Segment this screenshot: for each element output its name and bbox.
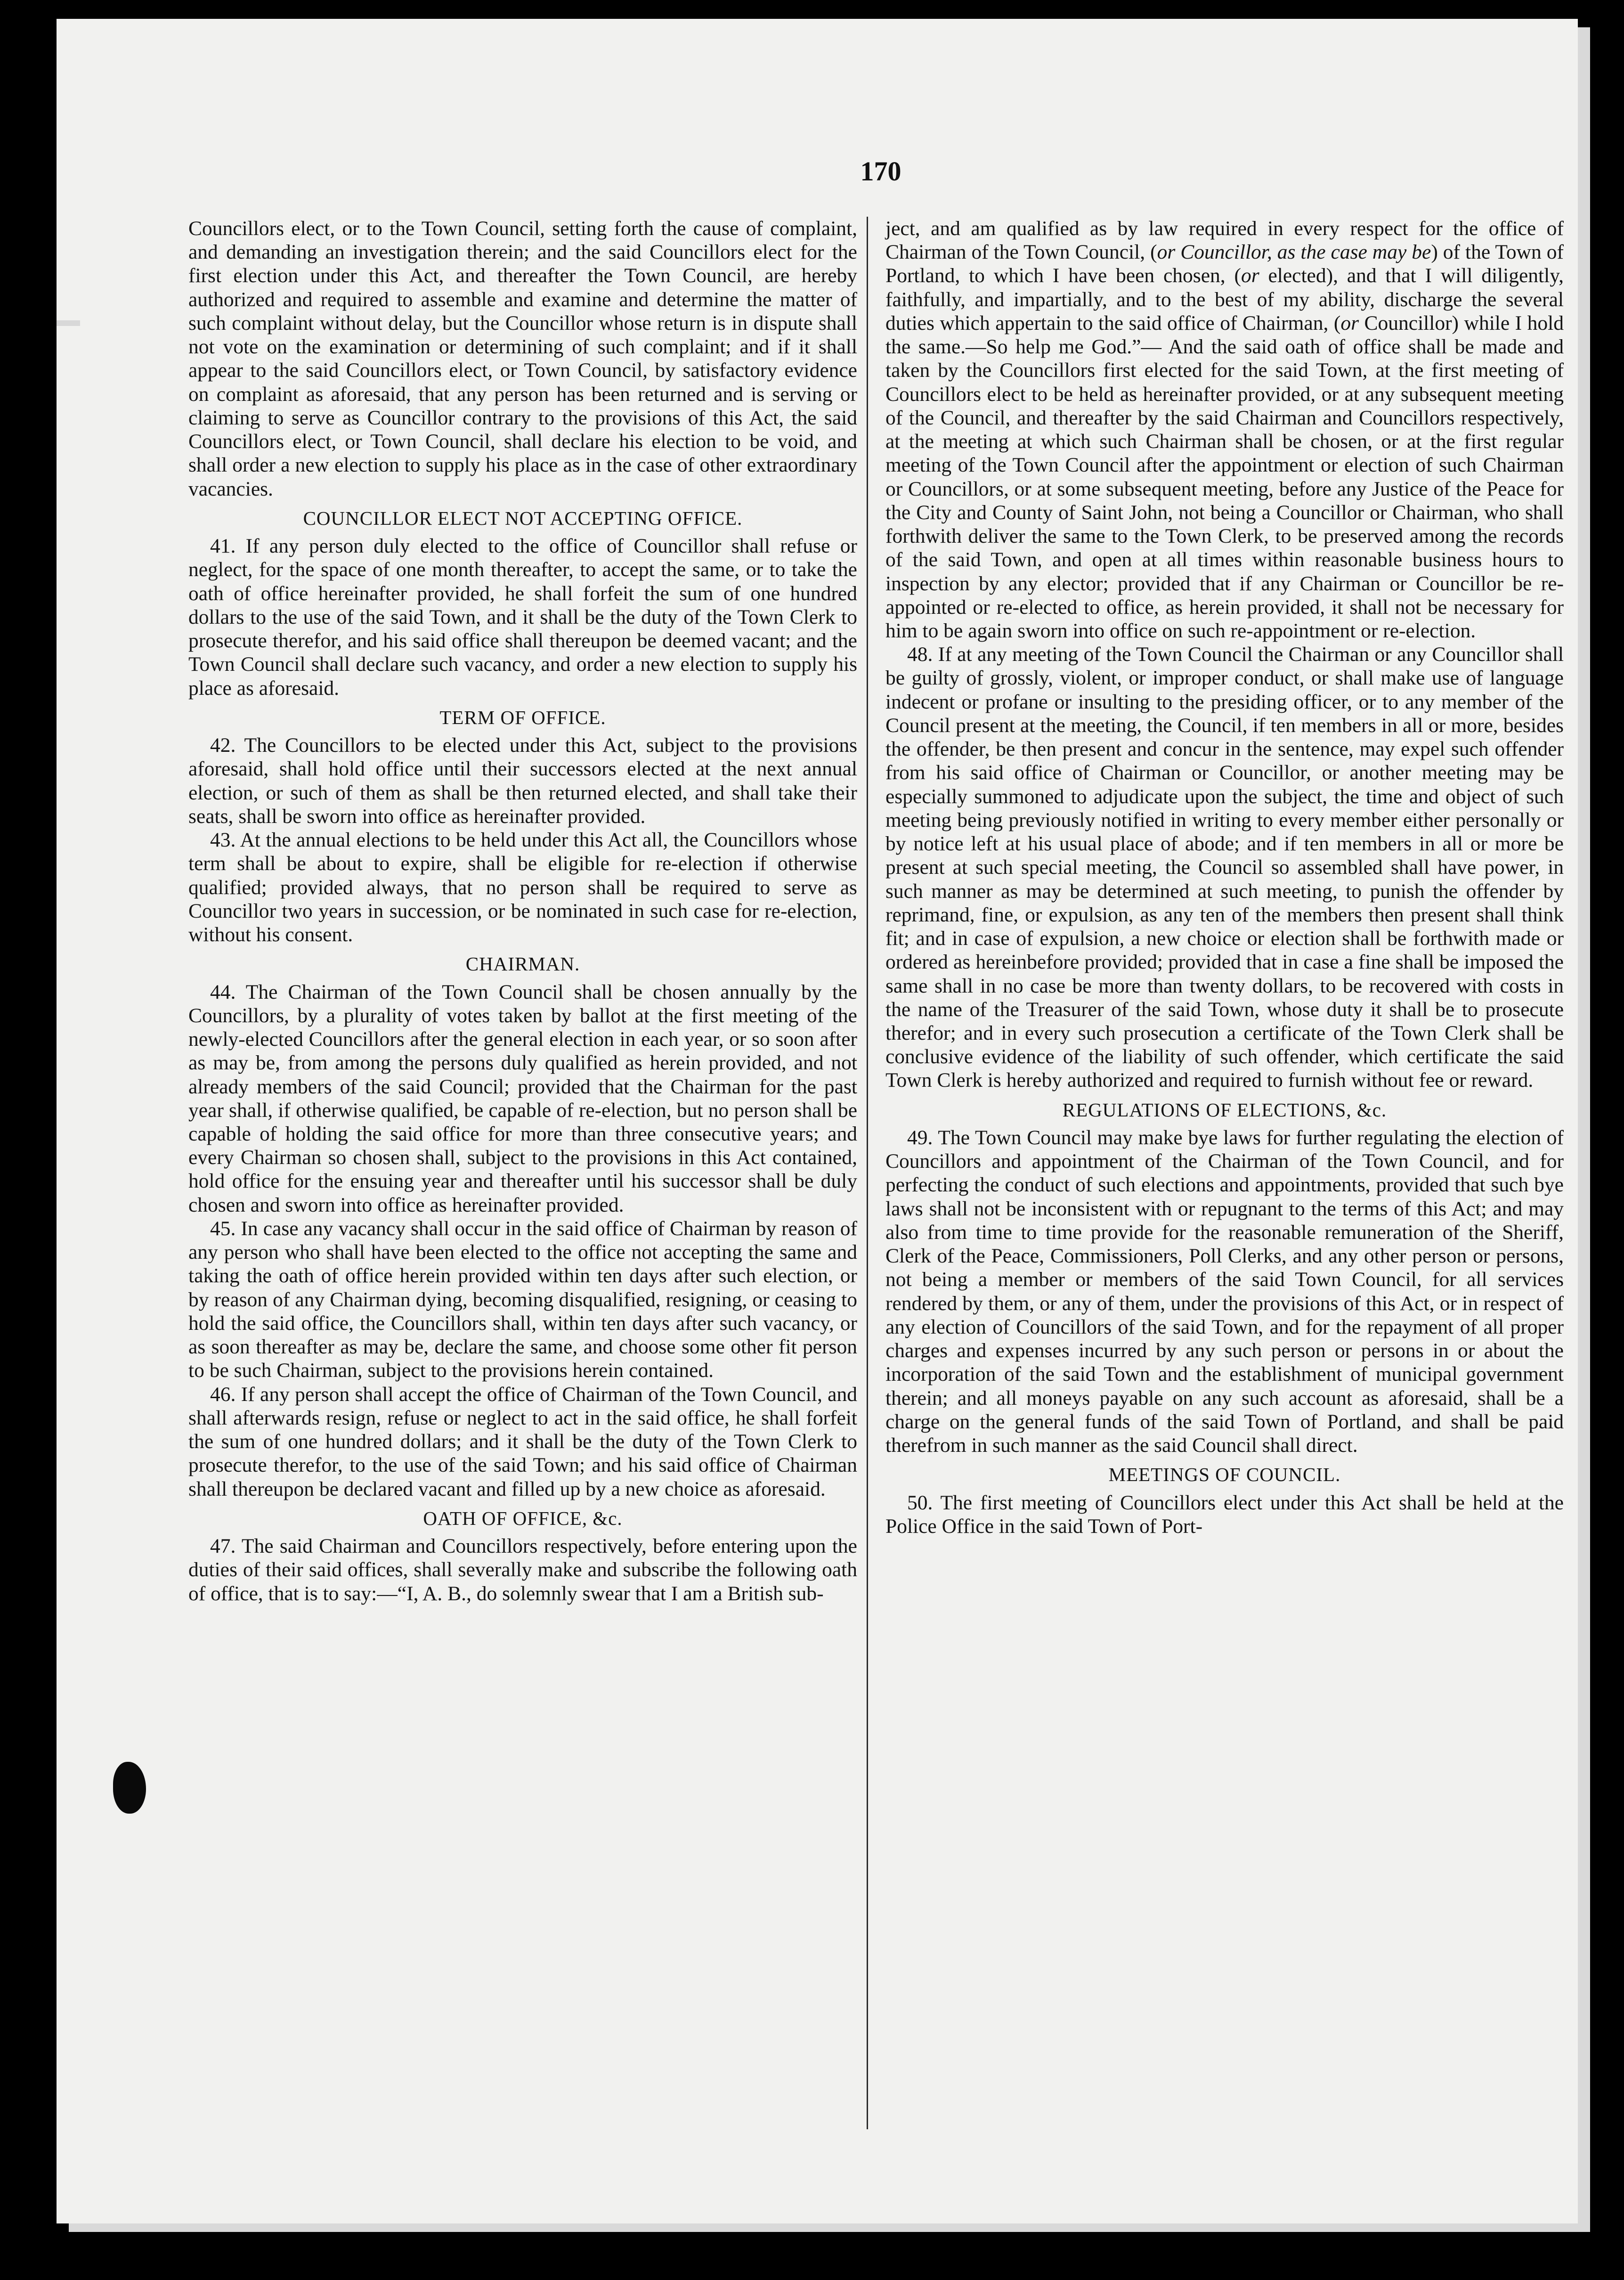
section-47-continued xyxy=(885,217,1564,643)
oath-text-italic-3: or xyxy=(1340,311,1359,334)
section-41: 41. If any person duly elected to the office of Councillor shall refuse or neglect, for the space of one month thereafter, to accept the same, or to take the oath of office hereinafter provided, he shall forfeit the sum of one hundred dollars to the use of the said Town, and it shall be the duty of the Town Clerk to prosecute therefor, and his said office shall thereupon be deemed vacant; and the Town Council shall declare such vacancy, and order a new election to supply his place as aforesaid. xyxy=(188,535,857,700)
section-48: 48. If at any meeting of the Town Council the Chairman or any Councillor shall be guilty of grossly, violent, or improper conduct, or shall make use of language indecent or profane or insulting to the presiding officer, or to any member of the Council present at the meeting, the Council, if ten members in all or more, besides the offender, be then present and concur in the sentence, may expel such offender from his said office of Chairman or Councillor, or another meeting may be especially summoned to adjudicate upon the subject, the time and object of such meeting being previously notified in writing to every member either personally or by notice left at his usual place of abode; and if ten members in all or more be present at such special meeting, the Council so assembled shall have power, in such manner as may be determined at such meeting, to punish the offender by reprimand, fine, or expulsion, as any ten of the members then present shall think fit; and in case of expulsion, a new choice or election shall be forthwith made or ordered as hereinbefore provided; provided that in case a fine shall be imposed the same shall in no case be more than twenty dollars, to be recovered with costs in the name of the Treasurer of the said Town, whose duty it shall be to prosecute therefor; and in every such prosecution a certificate of the Town Clerk shall be conclusive evidence of the liability of such offender, which certificate the said Town Clerk is hereby authorized and required to furnish without fee or reward. xyxy=(885,643,1564,1092)
left-column xyxy=(188,217,857,1605)
section-50: 50. The first meeting of Councillors elect under this Act shall be held at the Police Office in the said Town of Port- xyxy=(885,1491,1564,1538)
heading-regulations-of-elections: REGULATIONS OF ELECTIONS, &c. xyxy=(1062,1099,1387,1121)
paragraph-intro: Councillors elect, or to the Town Council, setting forth the cause of complaint, and demanding an investigation therein; and the said Councillors elect for the first election under this Act, and thereafter the Town Council, are hereby authorized and required to assemble and examine and determine the matter of such complaint without delay, but the Councillor whose return is in dispute shall not vote on the examination or determining of such complaint; and if it shall appear to the said Councillors elect, or Town Council, by satisfactory evidence on complaint as aforesaid, that any person has been returned and is serving or claiming to serve as Councillor contrary to the provisions of this Act, the said Councillors elect, or Town Council, shall declare his election to be void, and shall order a new election to supply his place as in the case of other extraordinary vacancies. xyxy=(188,217,857,500)
section-46: 46. If any person shall accept the office of Chairman of the Town Council, and shall afterwards resign, refuse or neglect to act in the said office, he shall forfeit the sum of one hundred dollars; and it shall be the duty of the Town Clerk to prosecute therefor, to the use of the said Town; and his said office of Chairman shall thereupon be declared vacant and filled up by a new choice as aforesaid. xyxy=(188,1383,857,1500)
heading-term-of-office: TERM OF OFFICE. xyxy=(439,706,606,728)
section-47: 47. The said Chairman and Councillors respectively, before entering upon the duties of their said offices, shall severally make and subscribe the following oath of office, that is to say:—“I, A. B., do solemnly swear that I am a British sub- xyxy=(188,1535,857,1605)
heading-oath-of-office: OATH OF OFFICE, &c. xyxy=(423,1507,623,1529)
heading-not-accepting-office: COUNCILLOR ELECT NOT ACCEPTING OFFICE. xyxy=(303,507,743,529)
ink-blot xyxy=(113,1762,146,1814)
document-page xyxy=(57,19,1578,2223)
section-49: 49. The Town Council may make bye laws for further regulating the election of Councillors and appointment of the Chairman of the Town Council, and for perfecting the conduct of such elections and appointments, provided that such bye laws shall not be inconsistent with or repugnant to the terms of this Act; and may also from time to time provide for the reasonable remuneration of the Sheriff, Clerk of the Peace, Commissioners, Poll Clerks, and any other person or persons, not being a member or members of the said Town Council, for all services rendered by them, or any of them, under the provisions of this Act, or in respect of any election of Councillors of the said Town, and for the repayment of all proper charges and expenses incurred by any such person or persons in or about the incorporation of the said Town and the establishment of municipal government therein; and all moneys payable on any such account as aforesaid, shall be a charge on the general funds of the said Town of Portland, and shall be paid therefrom in such manner as the said Council shall direct. xyxy=(885,1126,1564,1457)
page-edge-mark xyxy=(57,320,80,326)
section-43: 43. At the annual elections to be held under this Act all, the Councillors whose term shall be about to expire, shall be eligible for re-election if otherwise qualified; provided always, that no person shall be required to serve as Councillor two years in succession, or be nominated in such case for re-election, without his consent. xyxy=(188,829,857,946)
right-column xyxy=(885,217,1564,1538)
oath-text-d: Councillor) while I hold the same.—So help me God.”— And the said oath of office shall be made and taken by the Councillors first elected for the said Town, at the first meeting of Councillors elect to be held as hereinafter provided, or at any subsequent meeting of the Council, and thereafter by the said Chairman and Councillors respectively, at the meeting at which such Chairman shall be chosen, or at the first regular meeting of the Town Council after the appointment or election of such Chairman or Councillors, or at some subsequent meeting, before any Justice of the Peace for the City and County of Saint John, not being a Councillor or Chairman, who shall forthwith deliver the same to the Town Clerk, to be preserved among the records of the said Town, and open at all times within reasonable business hours to inspection by any elector; provided that if any Chairman or Councillor be re-appointed or re-elected to office, as herein provided, it shall not be necessary for him to be again sworn into office on such re-appointment or re-election. xyxy=(885,311,1564,642)
section-45: 45. In case any vacancy shall occur in the said office of Chairman by reason of any person who shall have been elected to the office not accepting the same and taking the oath of office herein provided within ten days after such election, or by reason of any Chairman dying, becoming disqualified, resigning, or ceasing to hold the said office, the Councillors shall, within ten days after such vacancy, or as soon thereafter as may be, declare the same, and choose some other fit person to be such Chairman, subject to the provisions herein contained. xyxy=(188,1217,857,1382)
section-42: 42. The Councillors to be elected under this Act, subject to the provisions aforesaid, shall hold office until their successors elected at the next annual election, or such of them as shall be then returned elected, and shall take their seats, shall be sworn into office as hereinafter provided. xyxy=(188,734,857,828)
oath-text-a: ject, and am qualified as by law required in every respect for the office of Chairman of the Town Council, ( xyxy=(885,217,1564,264)
oath-text-b: ) of the Town of Portland, to which I have been chosen, ( xyxy=(885,241,1564,287)
column-divider xyxy=(867,217,868,2129)
page-number: 170 xyxy=(860,156,901,187)
oath-text-italic-1: or Councillor, as the case may be xyxy=(1157,241,1431,264)
heading-chairman: CHAIRMAN. xyxy=(465,953,580,975)
section-44: 44. The Chairman of the Town Council shall be chosen annually by the Councillors, by a plurality of votes taken by ballot at the first meeting of the newly-elected Councillors after the general election in each year, or so soon after as may be, from among the persons duly qualified as herein provided, and not already members of the said Council; provided that the Chairman for the past year shall, if otherwise qualified, be capable of re-election, but no person shall be capable of holding the said office for more than three consecutive years; and every Chairman so chosen shall, subject to the provisions in this Act contained, hold office for the ensuing year and thereafter until his successor shall be duly chosen and sworn into office as hereinafter provided. xyxy=(188,980,857,1216)
heading-meetings-of-council: MEETINGS OF COUNCIL. xyxy=(1108,1464,1341,1486)
oath-text-italic-2: or xyxy=(1241,264,1259,287)
oath-text-c: elected), and that I will diligently, faithfully, and impartially, and to the best of my ability, discharge the several duties which appertain to the said office of Chairman, ( xyxy=(885,264,1564,334)
